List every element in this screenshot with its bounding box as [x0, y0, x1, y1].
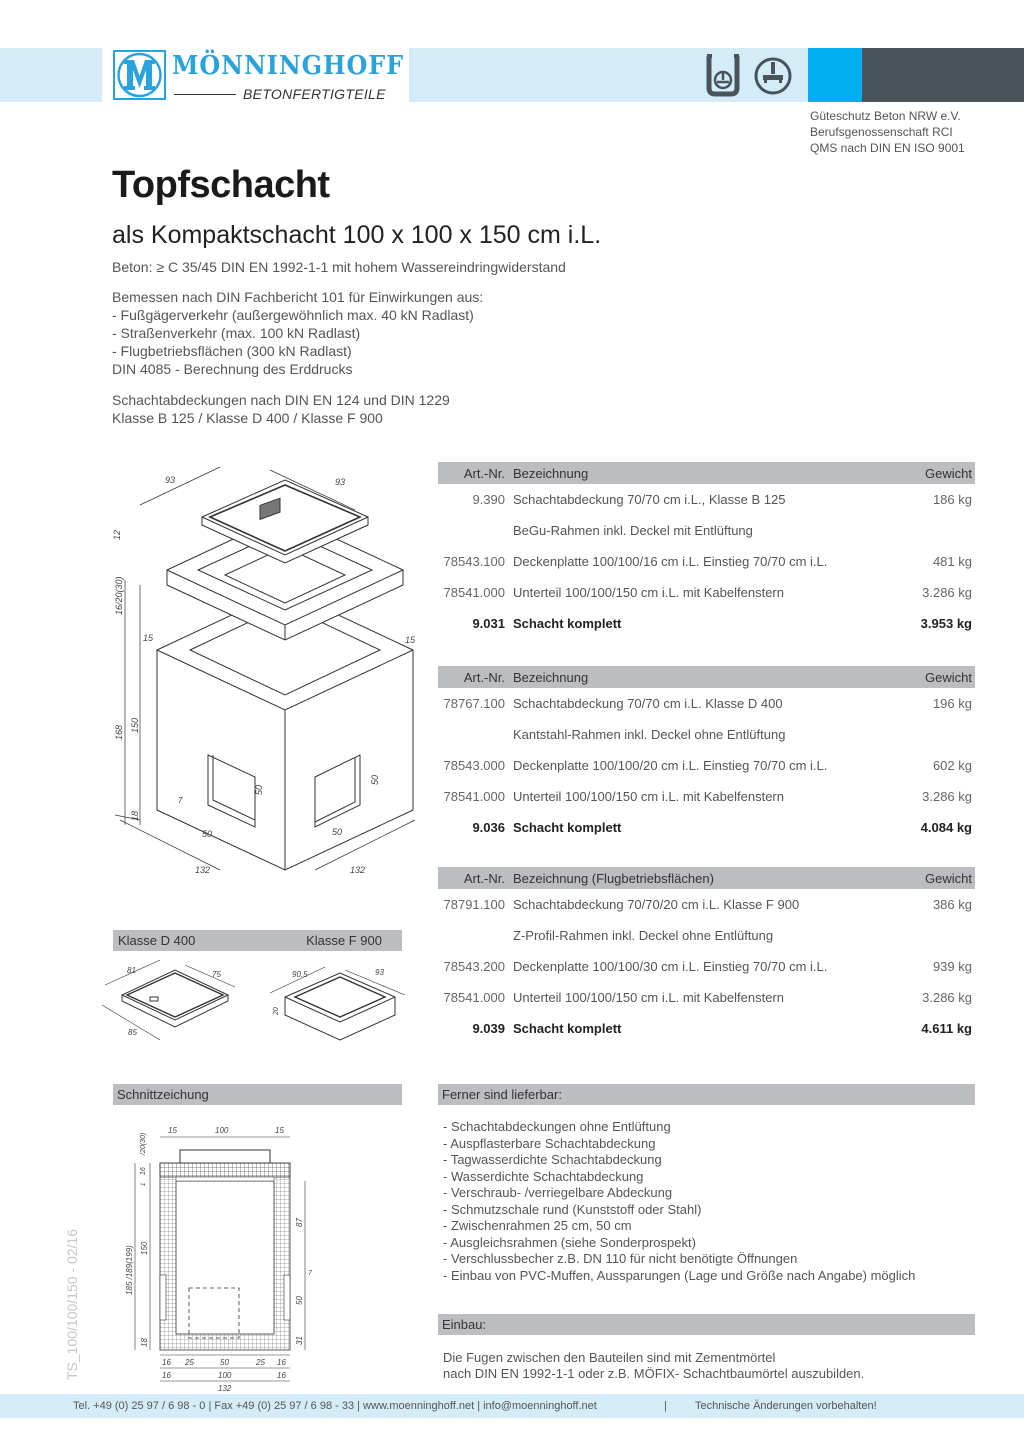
product-table-f900	[438, 867, 975, 1044]
f900-dim-a: 90.5	[292, 970, 308, 979]
installation-line: Die Fugen zwischen den Bauteilen sind mit Zementmörtel	[443, 1350, 776, 1365]
cell-desc: BeGu-Rahmen inkl. Deckel mit Entlüftung	[513, 523, 753, 538]
section-drawing	[120, 1115, 380, 1393]
table-row	[438, 577, 975, 608]
page-title: Topfschacht	[112, 164, 330, 206]
dim-slab-h: 16/20(30)	[114, 576, 124, 615]
dim-inner-h: 150	[130, 717, 140, 733]
cell-desc: Schachtabdeckung 70/70 cm i.L. Klasse D 400	[513, 696, 783, 711]
table-row	[438, 920, 975, 951]
dim-right-31: 31	[295, 1336, 304, 1345]
quality-seal-icon	[703, 54, 743, 98]
also-available-list	[443, 1119, 915, 1284]
dim-window-offset: 7	[178, 796, 183, 805]
design-line: Bemessen nach DIN Fachbericht 101 für Einwirkungen aus:	[112, 289, 484, 305]
table-total-row	[438, 1013, 975, 1044]
cell-desc: Deckenplatte 100/100/20 cm i.L. Einstieg 70/70 cm i.L.	[513, 758, 828, 773]
dim-right-7: 7	[308, 1270, 312, 1277]
logo-m-icon	[113, 50, 166, 100]
cell-weight: 4.611 kg	[921, 1021, 972, 1036]
cell-weight: 386 kg	[932, 897, 972, 912]
cell-art: 9.039	[472, 1021, 505, 1036]
cell-weight: 3.286 kg	[922, 585, 972, 600]
col-desc: Bezeichnung	[513, 669, 589, 685]
dim-window-h-right: 50	[370, 774, 380, 785]
cell-desc: Schachtabdeckung 70/70/20 cm i.L. Klasse F 900	[513, 897, 800, 912]
col-art: Art.-Nr.	[463, 669, 505, 685]
list-item: - Verschlussbecher z.B. DN 110 für nicht benötigte Öffnungen	[443, 1251, 798, 1266]
dim-bottom-2: 25	[185, 1358, 194, 1367]
f900-dim-b: 93	[375, 968, 384, 977]
table-header	[438, 462, 975, 484]
header-dark-block	[862, 48, 1024, 102]
cover-standards	[112, 391, 450, 427]
cover-class-bar	[113, 930, 402, 951]
design-line: DIN 4085 - Berechnung des Erddrucks	[112, 361, 353, 377]
col-weight: Gewicht	[925, 669, 972, 685]
col-desc: Bezeichnung	[513, 465, 589, 481]
also-available-bar: Ferner sind lieferbar:	[438, 1084, 975, 1105]
footer-contact: Tel. +49 (0) 25 97 / 6 98 - 0 | Fax +49 (0) 25 97 / 6 98 - 33 | www.moenninghoff.net | info@moenninghoff.net	[73, 1400, 597, 1412]
dim-wall-r: 15	[405, 635, 416, 645]
dim-window-h: 50	[254, 784, 264, 795]
isometric-shaft-drawing	[110, 465, 430, 885]
table-header	[438, 666, 975, 688]
section-drawing-bar: Schnittzeichung	[113, 1084, 402, 1105]
footer-note: Technische Änderungen vorbehalten!	[695, 1400, 877, 1412]
table-row	[438, 781, 975, 812]
cell-desc: Deckenplatte 100/100/16 cm i.L. Einstieg 70/70 cm i.L.	[513, 554, 828, 569]
shaft-interior	[176, 1181, 274, 1334]
dim-top-mid: 100	[215, 1126, 229, 1135]
cell-weight: 3.953 kg	[920, 616, 972, 631]
class-f900-label: Klasse F 900	[306, 933, 382, 948]
cell-art: 9.036	[472, 820, 505, 835]
cell-desc: Deckenplatte 100/100/30 cm i.L. Einstieg 70/70 cm i.L.	[513, 959, 828, 974]
f900-dim-h: 20	[273, 1007, 280, 1015]
table-row	[438, 484, 975, 515]
col-desc: Bezeichnung (Flugbetriebsflächen)	[513, 870, 714, 886]
cover-class-drawings	[100, 955, 410, 1075]
cell-desc: Schachtabdeckung 70/70 cm i.L., Klasse B 125	[513, 492, 786, 507]
product-table-d400	[438, 666, 975, 843]
page-subtitle: als Kompaktschacht 100 x 100 x 150 cm i.L.	[112, 221, 602, 249]
concrete-spec: Beton: ≥ C 35/45 DIN EN 1992-1-1 mit hohem Wassereindringwiderstand	[112, 259, 566, 275]
footer	[0, 1394, 1024, 1418]
cell-desc: Schacht komplett	[513, 820, 622, 835]
table-row	[438, 719, 975, 750]
dim-bottom2-3: 16	[277, 1371, 286, 1380]
list-item: - Ausgleichsrahmen (siehe Sonderprospekt)	[443, 1234, 696, 1250]
cert-line: Berufsgenossenschaft RCI	[810, 125, 953, 139]
dim-slab: 16	[140, 1167, 147, 1175]
col-art: Art.-Nr.	[463, 870, 505, 886]
dim-top-right: 15	[275, 1126, 284, 1135]
table-total-row	[438, 812, 975, 843]
dim-bottom-3: 50	[220, 1358, 229, 1367]
cell-art: 78543.000	[443, 758, 505, 773]
cell-weight: 186 kg	[932, 492, 972, 507]
d400-dim-a: 81	[127, 966, 136, 975]
list-item: - Schachtabdeckungen ohne Entlüftung	[443, 1119, 671, 1134]
cell-weight: 3.286 kg	[922, 789, 972, 804]
col-weight: Gewicht	[925, 465, 972, 481]
cell-art: 9.390	[472, 492, 505, 507]
brand-subtitle: BETONFERTIGTEILE	[243, 86, 386, 102]
installation-text	[443, 1350, 864, 1382]
class-d400-label: Klasse D 400	[118, 933, 196, 948]
cell-weight: 602 kg	[932, 758, 972, 773]
dim-base-h: 18	[130, 810, 140, 821]
col-art: Art.-Nr.	[463, 465, 505, 481]
cell-art: 78541.000	[443, 990, 505, 1005]
dim-gap: 1	[141, 1182, 147, 1186]
list-item: - Einbau von PVC-Muffen, Aussparungen (Lage und Größe nach Angabe) möglich	[443, 1267, 916, 1283]
cell-desc: Schacht komplett	[513, 616, 622, 631]
cell-weight: 3.286 kg	[922, 990, 972, 1005]
load-test-icon	[753, 54, 793, 98]
list-item: - Tagwasserdichte Schachtabdeckung	[443, 1152, 662, 1167]
dim-base: 18	[140, 1338, 149, 1347]
design-line: - Fußgägerverkehr (außergewöhnlich max. 40 kN Radlast)	[112, 307, 474, 323]
dim-window-w-right: 50	[332, 827, 343, 837]
table-header	[438, 867, 975, 889]
footer-separator: |	[664, 1400, 667, 1412]
cell-art: 78767.100	[443, 696, 505, 711]
design-line: - Straßenverkehr (max. 100 kN Radlast)	[112, 325, 361, 341]
dim-base-w2: 132	[350, 865, 366, 875]
cert-line: QMS nach DIN EN ISO 9001	[810, 141, 965, 155]
table-row	[438, 889, 975, 920]
dim-slab-alt: /20(30)	[140, 1132, 147, 1155]
dim-right-50: 50	[295, 1296, 304, 1305]
table-row	[438, 951, 975, 982]
product-table-b125	[438, 462, 975, 639]
table-row	[438, 750, 975, 781]
table-row	[438, 546, 975, 577]
list-item: - Auspflasterbare Schachtabdeckung	[443, 1135, 656, 1151]
cell-art: 78791.100	[443, 897, 505, 912]
dim-bottom-1: 16	[162, 1358, 171, 1367]
dim-bottom3: 132	[218, 1384, 232, 1393]
installation-bar: Einbau:	[438, 1314, 975, 1335]
dim-right-87: 87	[295, 1218, 304, 1227]
dim-inner: 150	[140, 1241, 149, 1255]
dim-top-w2: 93	[335, 477, 346, 487]
dim-top-left: 15	[168, 1126, 177, 1135]
dim-total-h: 168	[114, 724, 124, 740]
cover-standard-line: Schachtabdeckungen nach DIN EN 124 und DIN 1229	[112, 392, 450, 408]
header-accent-block	[808, 48, 862, 102]
cell-desc: Kantstahl-Rahmen inkl. Deckel ohne Entlüftung	[513, 727, 786, 742]
design-basis	[112, 288, 483, 378]
cell-desc: Unterteil 100/100/150 cm i.L. mit Kabelfenstern	[513, 585, 784, 600]
cell-weight: 939 kg	[932, 959, 972, 974]
cover-frame	[180, 1150, 270, 1163]
list-item: - Wasserdichte Schachtabdeckung	[443, 1168, 644, 1184]
cover-standard-line: Klasse B 125 / Klasse D 400 / Klasse F 900	[112, 410, 383, 426]
d400-dim-c: 85	[128, 1028, 137, 1037]
cell-desc: Unterteil 100/100/150 cm i.L. mit Kabelfenstern	[513, 990, 784, 1005]
table-row	[438, 515, 975, 546]
installation-line: nach DIN EN 1992-1-1 oder z.B. MÖFIX- Schachtbaumörtel auszubilden.	[443, 1366, 865, 1381]
table-total-row	[438, 608, 975, 639]
d400-dim-b: 75	[212, 970, 221, 979]
table-row	[438, 982, 975, 1013]
dim-bottom2-2: 100	[218, 1371, 232, 1380]
cell-weight: 196 kg	[932, 696, 972, 711]
cert-line: Güteschutz Beton NRW e.V.	[810, 109, 961, 123]
dim-height-total: 185 /189(199)	[125, 1245, 134, 1295]
design-line: - Flugbetriebsflächen (300 kN Radlast)	[112, 343, 352, 359]
dim-bottom-4: 25	[256, 1358, 265, 1367]
cell-art: 9.031	[472, 616, 505, 631]
document-code: TS_100/100/150 - 02/16	[64, 1228, 80, 1380]
dim-top-w1: 93	[165, 475, 176, 485]
cell-desc: Unterteil 100/100/150 cm i.L. mit Kabelfenstern	[513, 789, 784, 804]
cell-art: 78541.000	[443, 789, 505, 804]
col-weight: Gewicht	[925, 870, 972, 886]
logo-rule	[174, 94, 236, 95]
dim-wall-l: 15	[143, 633, 154, 643]
cell-desc: Schacht komplett	[513, 1021, 622, 1036]
cell-desc: Z-Profil-Rahmen inkl. Deckel ohne Entlüftung	[513, 928, 774, 943]
cell-weight: 481 kg	[932, 554, 972, 569]
dim-base-w1: 132	[195, 865, 211, 875]
list-item: - Zwischenrahmen 25 cm, 50 cm	[443, 1218, 632, 1233]
table-row	[438, 688, 975, 719]
cell-art: 78541.000	[443, 585, 505, 600]
cell-art: 78543.100	[443, 554, 505, 569]
list-item: - Verschraub- /verriegelbare Abdeckung	[443, 1185, 673, 1200]
dim-bottom-5: 16	[277, 1358, 286, 1367]
dim-window-w: 50	[202, 829, 213, 839]
list-item: - Schmutzschale rund (Kunststoff oder Stahl)	[443, 1201, 702, 1217]
f900-cover	[285, 973, 395, 1040]
certifications	[810, 108, 965, 156]
dim-cover-h: 12	[112, 529, 122, 540]
brand-name: MÖNNINGHOFF	[172, 51, 405, 81]
cell-art: 78543.200	[443, 959, 505, 974]
dim-bottom2-1: 16	[162, 1371, 171, 1380]
cell-weight: 4.084 kg	[920, 820, 972, 835]
